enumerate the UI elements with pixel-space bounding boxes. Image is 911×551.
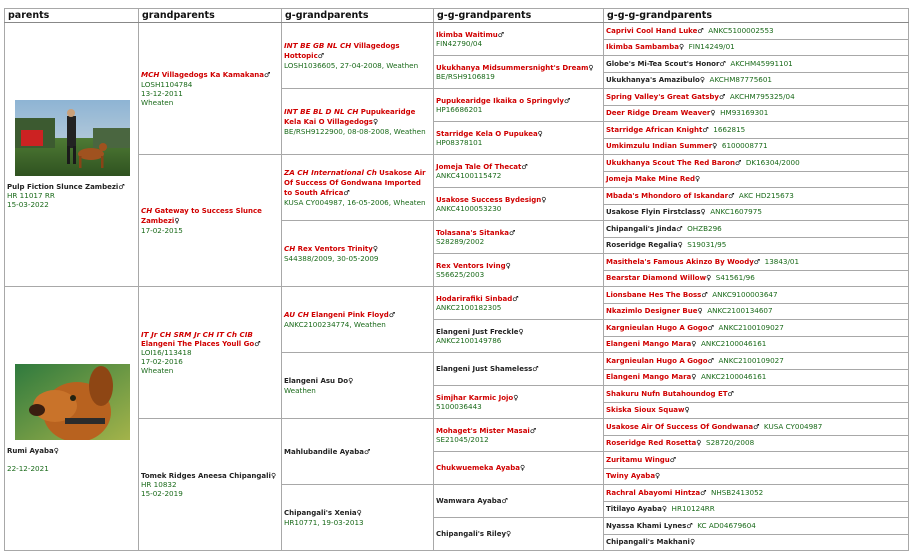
sex-symbol: ♀ [712, 142, 718, 151]
gg-grandparent-name[interactable]: Ukukhanya Midsummersnight's Dream [436, 63, 589, 72]
ggg-grandparent-info: 6100008771 [721, 141, 768, 151]
grandparent-title: IT Jr CH SRM Jr CH IT Ch CIB [141, 329, 253, 339]
grandparent-reg: LOI16/113418 [141, 348, 192, 358]
gg-grandparent-cell [434, 518, 604, 551]
ggg-grandparent-cell [604, 188, 909, 205]
ggg-grandparent-name[interactable]: Chipangali's Jinda [606, 224, 677, 233]
ggg-grandparent-cell [604, 419, 909, 436]
sex-symbol: ♂ [676, 224, 683, 233]
gg-grandparent-name[interactable]: Rex Ventors Iving [436, 261, 506, 270]
gg-grandparent-cell [434, 89, 604, 122]
gg-grandparent-info: ANKC2100182305 [436, 303, 502, 313]
gg-grandparent-name[interactable]: Chukwuemeka Ayaba [436, 464, 521, 473]
ggg-grandparent-cell [604, 534, 909, 551]
ggg-grandparent-name[interactable]: Elangeni Mango Mara [606, 373, 692, 382]
ggg-grandparent-info: HR10124RR [671, 504, 715, 514]
ggg-grandparent-info: DK16304/2000 [745, 157, 800, 167]
gg-grandparent-name[interactable]: Starridge Kela O Pupukea [436, 129, 538, 138]
g-grandparent-name[interactable]: Mahlubandile Ayaba [284, 447, 364, 456]
ggg-grandparent-cell [604, 386, 909, 403]
parent-reg: HR 11017 RR [7, 191, 55, 201]
gg-grandparent-cell [434, 155, 604, 188]
dog-handler-photo [15, 100, 130, 176]
gg-grandparent-cell [434, 254, 604, 287]
ggg-grandparent-info: NHSB2413052 [710, 487, 764, 497]
gg-grandparent-cell [434, 452, 604, 485]
grandparent-title: MCH [141, 70, 160, 80]
ggg-grandparent-cell [604, 122, 909, 139]
gg-grandparent-info: BE/RSH9106819 [436, 72, 495, 82]
ggg-grandparent-cell [604, 287, 909, 304]
sex-symbol: ♀ [513, 393, 519, 402]
g-grandparent-info: Weathen [284, 385, 316, 395]
gg-grandparent-info: HP16686201 [436, 105, 483, 115]
ggg-grandparent-cell [604, 435, 909, 452]
sex-symbol: ♂ [343, 188, 350, 197]
ggg-grandparent-cell [604, 452, 909, 469]
sex-symbol: ♂ [118, 182, 125, 191]
sex-symbol: ♀ [697, 307, 703, 316]
sex-symbol: ♂ [512, 294, 519, 303]
ggg-grandparent-info: AKCHM45991101 [730, 58, 793, 68]
ggg-grandparent-name[interactable]: Starridge African Knight [606, 125, 703, 134]
ggg-grandparent-name[interactable]: Elangeni Mango Mara [606, 340, 692, 349]
ggg-grandparent-cell [604, 468, 909, 485]
pedigree-row [5, 287, 909, 304]
g-grandparent-title: CH [284, 244, 296, 254]
gg-grandparent-name[interactable]: Hodarirafiki Sinbad [436, 294, 513, 303]
sex-symbol: ♀ [505, 261, 511, 270]
ggg-grandparent-info: S41561/96 [715, 273, 755, 283]
sex-symbol: ♂ [707, 323, 714, 332]
ggg-grandparent-cell [604, 221, 909, 238]
sex-symbol: ♂ [563, 96, 571, 105]
grandparent-name[interactable]: Elangeni The Places Youll Go [141, 339, 255, 348]
header-g-grandparents: g-grandparents [282, 9, 434, 23]
ggg-grandparent-cell [604, 501, 909, 518]
gg-grandparent-name[interactable]: Chipangali's Riley [436, 530, 507, 539]
ggg-grandparent-cell [604, 336, 909, 353]
header-g-g-grandparents: g-g-grandparents [434, 9, 604, 23]
ggg-grandparent-name[interactable]: Bearstar Diamond Willow [606, 274, 707, 283]
g-grandparent-name[interactable]: Elangeni Pink Floyd [311, 311, 389, 320]
gg-grandparent-cell [434, 23, 604, 56]
sex-symbol: ♀ [710, 109, 716, 118]
sex-symbol: ♀ [53, 446, 59, 455]
sex-symbol: ♂ [700, 488, 707, 497]
g-grandparent-name[interactable]: Chipangali's Xenia [284, 509, 357, 518]
sex-symbol: ♂ [753, 422, 760, 431]
ggg-grandparent-name[interactable]: Rachral Abayomi Hintza [606, 488, 701, 497]
grandparent-color: Wheaten [141, 366, 174, 376]
sex-symbol: ♀ [520, 464, 526, 473]
ggg-grandparent-name[interactable]: Roseridge Red Rosetta [606, 439, 697, 448]
ggg-grandparent-cell [604, 303, 909, 320]
grandparent-date: 13-12-2011 [141, 88, 183, 98]
ggg-grandparent-info: ANKC2100046161 [700, 372, 767, 382]
sex-symbol: ♂ [719, 59, 726, 68]
gg-grandparent-info: S28289/2002 [436, 237, 485, 247]
gg-grandparent-info: SE21045/2012 [436, 435, 489, 445]
ggg-grandparent-cell [604, 320, 909, 337]
sex-symbol: ♀ [588, 63, 594, 72]
gg-grandparent-info: ANKC4100053230 [436, 204, 502, 214]
g-grandparent-cell [282, 89, 434, 155]
grandparent-date: 15-02-2019 [141, 489, 183, 499]
gg-grandparent-name[interactable]: Elangeni Just Shameless [436, 365, 533, 374]
g-grandparent-title: ZA CH International Ch [284, 168, 377, 178]
sex-symbol: ♀ [518, 327, 524, 336]
ggg-grandparent-info: AKCHM795325/04 [729, 91, 795, 101]
gg-grandparent-name[interactable]: Tolasana's Sitanka [436, 228, 509, 237]
g-grandparent-name[interactable]: Usakose Air Of Success Of Gondwana Imported to South Africa [284, 169, 426, 197]
g-grandparent-name[interactable]: Rex Ventors Trinity [297, 245, 373, 254]
ggg-grandparent-cell [604, 23, 909, 40]
ggg-grandparent-cell [604, 39, 909, 56]
ggg-grandparent-cell [604, 254, 909, 271]
gg-grandparent-info: 5100036443 [436, 402, 482, 412]
ggg-grandparent-cell [604, 369, 909, 386]
sex-symbol: ♂ [388, 311, 396, 320]
sex-symbol: ♂ [686, 521, 693, 530]
ggg-grandparent-cell [604, 56, 909, 73]
sex-symbol: ♂ [532, 365, 539, 374]
ggg-grandparent-cell [604, 72, 909, 89]
ggg-grandparent-info: AKC HD215673 [738, 190, 794, 200]
ggg-grandparent-name[interactable]: Usakose Flyin Firstclass [606, 208, 701, 217]
sex-symbol: ♀ [356, 509, 362, 518]
ggg-grandparent-cell [604, 402, 909, 419]
sex-symbol: ♀ [691, 340, 697, 349]
pedigree-row [5, 23, 909, 40]
parent-cell [5, 23, 139, 287]
ggg-grandparent-name[interactable]: Ukukhanya Scout The Red Baron [606, 158, 735, 167]
grandparent-cell [139, 23, 282, 155]
sex-symbol: ♂ [363, 447, 371, 456]
sex-symbol: ♀ [537, 129, 543, 138]
gg-grandparent-name[interactable]: Pupukearidge Ikaika o Springvly [436, 96, 564, 105]
ggg-grandparent-cell [604, 155, 909, 172]
sex-symbol: ♂ [702, 125, 709, 134]
ggg-grandparent-name[interactable]: Jomeja Make Mine Red [606, 175, 696, 184]
sex-symbol: ♂ [669, 455, 677, 464]
ggg-grandparent-cell [604, 138, 909, 155]
ggg-grandparent-name[interactable]: Globe's Mi-Tea Scout's Honor [606, 59, 720, 68]
ggg-grandparent-name[interactable]: Umkimzulu Indian Summer [606, 142, 713, 151]
ggg-grandparent-info: 1662815 [713, 124, 746, 134]
sex-symbol: ♀ [689, 538, 696, 547]
ggg-grandparent-name[interactable]: Skiska Sioux Squaw [606, 406, 685, 415]
ggg-grandparent-name[interactable]: Shakuru Nufn Butahoundog ET [606, 389, 728, 398]
sex-symbol: ♂ [264, 71, 271, 80]
ggg-grandparent-info: S28720/2008 [706, 438, 755, 448]
gg-grandparent-cell [434, 287, 604, 320]
sex-symbol: ♀ [661, 505, 667, 514]
sex-symbol: ♂ [509, 228, 516, 237]
gg-grandparent-cell [434, 386, 604, 419]
gg-grandparent-info: ANKC4100115472 [436, 171, 502, 181]
sex-symbol: ♂ [728, 191, 735, 200]
gg-grandparent-info: HP08378101 [436, 138, 483, 148]
g-grandparent-cell [282, 353, 434, 419]
sex-symbol: ♂ [735, 158, 742, 167]
g-grandparent-name[interactable]: Pupukearidge Kela Kai O Villagedogs [284, 108, 416, 126]
ggg-grandparent-name[interactable]: Ukukhanya's Amazibulo [606, 76, 700, 85]
sex-symbol: ♀ [655, 472, 661, 481]
header-row [5, 9, 909, 23]
g-grandparent-info: ANKC2100234774, Weathen [284, 319, 386, 329]
sex-symbol: ♂ [521, 162, 528, 171]
ggg-grandparent-info: AKCHM87775601 [709, 75, 772, 85]
sex-symbol: ♂ [497, 30, 505, 39]
grandparent-color: Wheaten [141, 97, 174, 107]
gg-grandparent-cell [434, 419, 604, 452]
parent-date: 15-03-2022 [7, 200, 49, 210]
sex-symbol: ♀ [700, 208, 706, 217]
pedigree-row [5, 419, 909, 436]
ggg-grandparent-name[interactable]: Spring Valley's Great Gatsby [606, 92, 719, 101]
gg-grandparent-name[interactable]: Elangeni Just Freckle [436, 327, 519, 336]
grandparent-name[interactable]: Tomek Ridges Aneesa Chipangali [141, 471, 271, 480]
grandparent-cell [139, 419, 282, 551]
ggg-grandparent-name[interactable]: Usakose Air Of Success Of Gondwana [606, 422, 754, 431]
g-grandparent-cell [282, 155, 434, 221]
g-grandparent-cell [282, 485, 434, 551]
g-grandparent-cell [282, 287, 434, 353]
ggg-grandparent-name[interactable]: Zuritamu Wingu [606, 455, 670, 464]
gg-grandparent-cell [434, 56, 604, 89]
ggg-grandparent-info: ANKC2100134607 [707, 306, 773, 316]
ggg-grandparent-name[interactable]: Ikimba Sambamba [606, 43, 679, 52]
sex-symbol: ♀ [691, 373, 697, 382]
ggg-grandparent-info: ANKC2100046161 [700, 339, 767, 349]
ggg-grandparent-info: ANKC2100109027 [718, 322, 784, 332]
ggg-grandparent-name[interactable]: Masithela's Famous Akinzo By Woody [606, 257, 754, 266]
grandparent-title: CH [141, 206, 153, 216]
ggg-grandparent-cell [604, 105, 909, 122]
ggg-grandparent-info: KC AD04679604 [697, 520, 756, 530]
ggg-grandparent-cell [604, 353, 909, 370]
sex-symbol: ♂ [529, 426, 537, 435]
ggg-grandparent-name[interactable]: Nkazimlo Designer Bue [606, 307, 698, 316]
dog-portrait-photo [15, 364, 130, 440]
ggg-grandparent-name[interactable]: Caprivi Cool Hand Luke [606, 26, 698, 35]
ggg-grandparent-name[interactable]: Kargnieulan Hugo A Gogo [606, 356, 708, 365]
g-grandparent-cell [282, 23, 434, 89]
ggg-grandparent-cell [604, 518, 909, 535]
sex-symbol: ♂ [697, 26, 704, 35]
ggg-grandparent-info: KUSA CY004987 [763, 421, 823, 431]
sex-symbol: ♀ [678, 43, 685, 52]
gg-grandparent-cell [434, 320, 604, 353]
gg-grandparent-name[interactable]: Usakose Success Bydesign [436, 195, 542, 204]
sex-symbol: ♂ [254, 339, 261, 348]
gg-grandparent-name[interactable]: Simjhar Karmic Jojo [436, 393, 514, 402]
ggg-grandparent-info: S19031/95 [687, 240, 727, 250]
gg-grandparent-cell [434, 188, 604, 221]
pedigree-row [5, 155, 909, 172]
g-grandparent-cell [282, 221, 434, 287]
header-parents: parents [5, 9, 139, 23]
grandparent-reg: LOSH1104784 [141, 79, 193, 89]
ggg-grandparent-info: OHZB296 [687, 223, 722, 233]
gg-grandparent-info: FIN42790/04 [436, 39, 483, 49]
ggg-grandparent-name[interactable]: Titilayo Ayaba [606, 505, 662, 514]
sex-symbol: ♀ [677, 241, 683, 250]
grandparent-reg: 17-02-2015 [141, 225, 183, 235]
sex-symbol: ♂ [718, 92, 726, 101]
grandparent-name[interactable]: Villagedogs Ka Kamakana [161, 71, 264, 80]
sex-symbol: ♀ [684, 406, 690, 415]
grandparent-cell [139, 155, 282, 287]
gg-grandparent-cell [434, 122, 604, 155]
parent-name[interactable]: Pulp Fiction Slunce Zambezi [7, 182, 119, 191]
g-grandparent-info: KUSA CY004987, 16-05-2006, Wheaten [284, 197, 426, 207]
g-grandparent-info: S44388/2009, 30-05-2009 [284, 253, 379, 263]
pedigree-table [4, 8, 909, 551]
sex-symbol: ♀ [696, 439, 702, 448]
ggg-grandparent-cell [604, 270, 909, 287]
gg-grandparent-cell [434, 485, 604, 518]
gg-grandparent-cell [434, 221, 604, 254]
gg-grandparent-cell [434, 353, 604, 386]
sex-symbol: ♂ [707, 356, 714, 365]
ggg-grandparent-name[interactable]: Twiny Ayaba [606, 472, 656, 481]
parent-cell [5, 287, 139, 551]
sex-symbol: ♀ [706, 274, 712, 283]
sex-symbol: ♀ [695, 175, 701, 184]
g-grandparent-title: INT BE GB NL CH [284, 41, 352, 51]
sex-symbol: ♀ [348, 377, 354, 386]
g-grandparent-title: INT BE BL D NL CH [284, 107, 359, 117]
sex-symbol: ♀ [372, 245, 378, 254]
ggg-grandparent-info: ANKC2100109027 [718, 355, 784, 365]
gg-grandparent-info: S56625/2003 [436, 270, 485, 280]
sex-symbol: ♂ [701, 290, 708, 299]
ggg-grandparent-info: HM93169301 [720, 108, 769, 118]
parent-date: 22-12-2021 [7, 464, 49, 474]
ggg-grandparent-info: 13843/01 [764, 256, 800, 266]
ggg-grandparent-info: FIN14249/01 [688, 42, 735, 52]
g-grandparent-info: LOSH1036605, 27-04-2008, Weathen [284, 60, 419, 70]
sex-symbol: ♀ [174, 217, 180, 225]
g-grandparent-title: AU CH [284, 310, 309, 320]
sex-symbol: ♂ [501, 497, 508, 506]
gg-grandparent-name[interactable]: Jomeja Tale Of Thecat [436, 162, 522, 171]
ggg-grandparent-info: ANKC9100003647 [712, 289, 778, 299]
grandparent-reg: HR 10832 [141, 480, 177, 490]
sex-symbol: ♀ [699, 76, 705, 85]
ggg-grandparent-name[interactable]: Mbada's Mhondoro of Iskandar [606, 191, 729, 200]
parent-name[interactable]: Rumi Ayaba [7, 446, 54, 455]
header-grandparents: grandparents [139, 9, 282, 23]
sex-symbol: ♂ [727, 389, 734, 398]
sex-symbol: ♀ [270, 471, 277, 480]
ggg-grandparent-cell [604, 89, 909, 106]
ggg-grandparent-name[interactable]: Roseridge Regalia [606, 241, 678, 250]
sex-symbol: ♀ [372, 118, 379, 126]
ggg-grandparent-info: ANKC5100002553 [708, 25, 774, 35]
ggg-grandparent-name[interactable]: Kargnieulan Hugo A Gogo [606, 323, 708, 332]
ggg-grandparent-cell [604, 204, 909, 221]
grandparent-name[interactable]: Gateway to Success Slunce Zambezi [141, 207, 262, 225]
grandparent-cell [139, 287, 282, 419]
g-grandparent-name[interactable]: Elangeni Asu Do [284, 377, 349, 386]
sex-symbol: ♂ [317, 52, 325, 60]
sex-symbol: ♂ [753, 257, 761, 266]
gg-grandparent-name[interactable]: Ikimba Waitimu [436, 30, 498, 39]
ggg-grandparent-cell [604, 171, 909, 188]
ggg-grandparent-name[interactable]: Lionsbane Hes The Boss [606, 290, 702, 299]
ggg-grandparent-info: ANKC1607975 [710, 207, 762, 217]
g-grandparent-cell [282, 419, 434, 485]
ggg-grandparent-name[interactable]: Chipangali's Makhani [606, 538, 690, 547]
ggg-grandparent-name[interactable]: Nyassa Khami Lynes [606, 521, 687, 530]
sex-symbol: ♀ [541, 195, 547, 204]
ggg-grandparent-cell [604, 237, 909, 254]
header-g-g-g-grandparents: g-g-g-grandparents [604, 9, 909, 23]
g-grandparent-name[interactable]: Villagedogs Hottopic [284, 42, 400, 60]
g-grandparent-info: BE/RSH9122900, 08-08-2008, Weathen [284, 126, 426, 136]
grandparent-date: 17-02-2016 [141, 357, 183, 367]
gg-grandparent-name[interactable]: Wamwara Ayaba [436, 497, 502, 506]
gg-grandparent-name[interactable]: Mohaget's Mister Masai [436, 426, 530, 435]
ggg-grandparent-cell [604, 485, 909, 502]
ggg-grandparent-name[interactable]: Deer Ridge Dream Weaver [606, 109, 711, 118]
g-grandparent-info: HR10771, 19-03-2013 [284, 517, 364, 527]
sex-symbol: ♀ [506, 530, 512, 539]
gg-grandparent-info: ANKC2100149786 [436, 336, 502, 346]
